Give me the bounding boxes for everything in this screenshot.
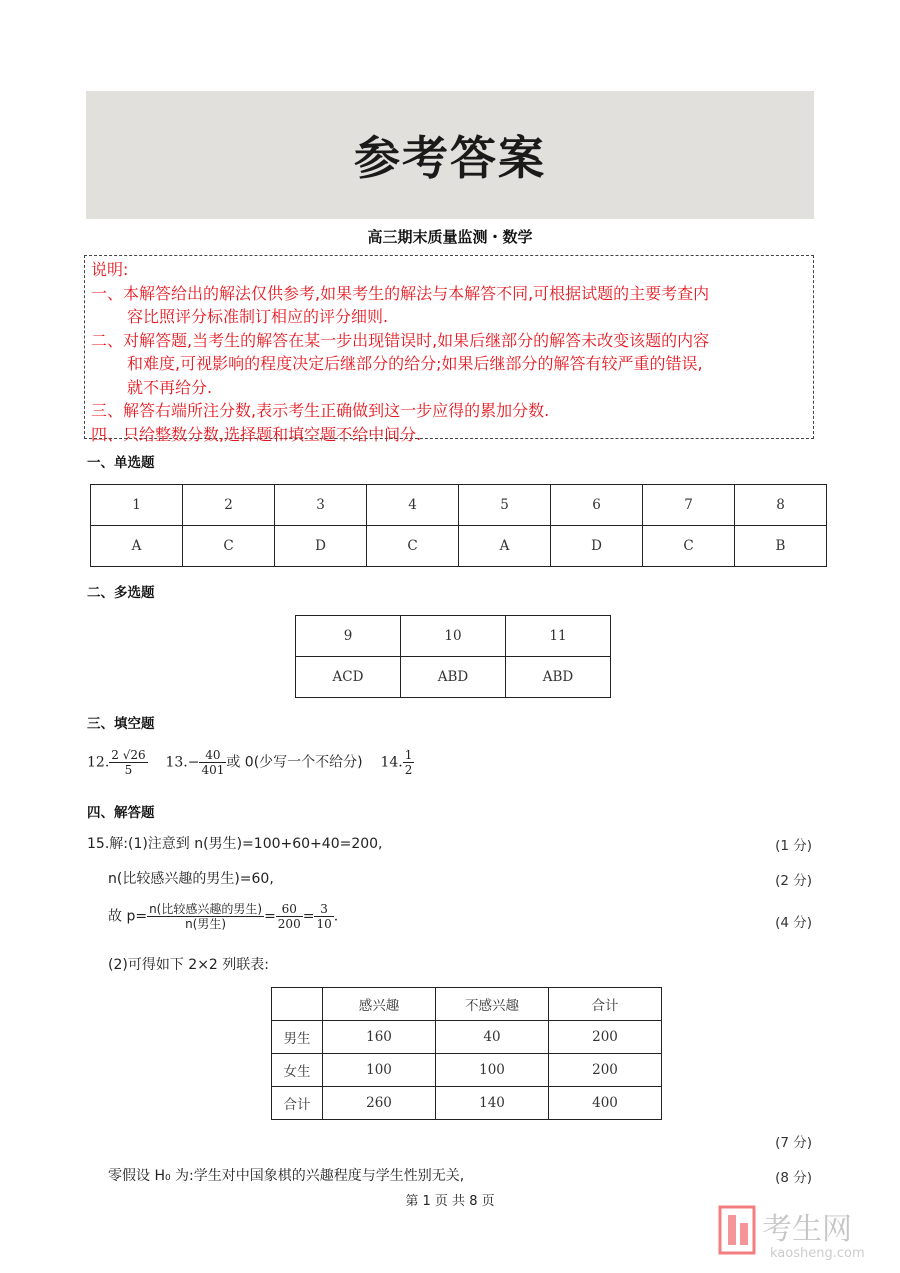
q15-line-1: 15.解:(1)注意到 n(男生)=100+60+40=200, (87, 836, 383, 852)
page-title: 参考答案 (354, 131, 546, 185)
q15-points-1: (1 分) (775, 838, 812, 854)
page-footer: 第 1 页 共 8 页 (405, 1194, 495, 1209)
q15-points-8: (8 分) (775, 1170, 812, 1186)
table-cell: C (183, 526, 275, 567)
table-cell: D (275, 526, 367, 567)
table-header-cell (272, 988, 323, 1021)
table-row (272, 1021, 662, 1054)
fraction-numerator: 60 (276, 902, 303, 917)
watermark-url: kaosheng.com (770, 1246, 865, 1261)
fraction-numerator: n(比较感兴趣的男生) (149, 902, 263, 916)
q12-label: 12. (87, 754, 110, 771)
fraction-denominator: n(男生) (185, 917, 227, 931)
table-cell: 5 (459, 485, 551, 526)
fraction-numerator: 3 (314, 902, 333, 917)
section-solve: 四、解答题 (87, 805, 155, 821)
q15-points-2: (2 分) (775, 873, 812, 889)
q13-denominator: 401 (201, 763, 225, 777)
notice-line: 就不再给分. (127, 377, 213, 397)
q13-label: 13.− (165, 754, 200, 771)
table-cell: 女生 (272, 1054, 323, 1087)
contingency-table (271, 987, 662, 1120)
exam-subtitle: 高三期末质量监测・数学 (367, 228, 533, 246)
multi-choice-table (295, 615, 611, 698)
notice-line: 一、本解答给出的解法仅供参考,如果考生的解法与本解答不同,可根据试题的主要考查内 (91, 283, 710, 303)
q13-tail: 或 0(少写一个不给分) (226, 754, 363, 771)
result-fraction (314, 902, 333, 931)
table-cell: 100 (436, 1054, 549, 1087)
notice-line: 四、只给整数分数,选择题和填空题不给中间分. (91, 424, 422, 444)
q14-numerator: 1 (404, 748, 413, 762)
table-cell: D (551, 526, 643, 567)
fill-in-answers (87, 748, 414, 777)
title-banner (86, 91, 814, 219)
section-multi-choice: 二、多选题 (87, 585, 155, 601)
table-cell: 8 (735, 485, 827, 526)
table-cell: 11 (506, 616, 611, 657)
table-row (296, 657, 611, 698)
notice-line: 容比照评分标准制订相应的评分细则. (127, 307, 389, 326)
table-header-cell: 不感兴趣 (436, 988, 549, 1021)
table-cell: 2 (183, 485, 275, 526)
table-cell: 男生 (272, 1021, 323, 1054)
q15-line-3-prefix: 故 p= (108, 908, 148, 925)
period: . (333, 908, 339, 925)
notice-line: 三、解答右端所注分数,表示考生正确做到这一步应得的累加分数. (91, 401, 550, 420)
table-cell: 1 (91, 485, 183, 526)
q12-denominator: 5 (124, 763, 133, 777)
value-fraction (276, 902, 303, 931)
table-row (272, 1054, 662, 1087)
table-cell: 合计 (272, 1087, 323, 1120)
q12-numerator: 2 √26 (111, 748, 146, 762)
table-cell: A (459, 526, 551, 567)
q14-label: 14. (380, 754, 403, 771)
single-choice-table (90, 484, 827, 567)
table-header-cell: 合计 (549, 988, 662, 1021)
table-cell: 200 (549, 1054, 662, 1087)
table-cell: 10 (401, 616, 506, 657)
equals-sign: = (264, 908, 276, 925)
table-cell: A (91, 526, 183, 567)
table-cell: 140 (436, 1087, 549, 1120)
notice-line: 二、对解答题,当考生的解答在某一步出现错误时,如果后继部分的解答未改变该题的内容 (91, 330, 710, 350)
section-fill-in: 三、填空题 (87, 716, 155, 732)
table-cell: 3 (275, 485, 367, 526)
table-header-cell: 感兴趣 (323, 988, 436, 1021)
kaosheng-watermark-logo (718, 1203, 878, 1263)
q15-points-3: (4 分) (775, 915, 812, 931)
q14-denominator: 2 (404, 763, 413, 777)
table-row (91, 526, 827, 567)
q15-line-4: (2)可得如下 2×2 列联表: (108, 957, 269, 973)
table-cell: 260 (323, 1087, 436, 1120)
q13-numerator: 40 (199, 748, 226, 763)
q12-fraction (109, 748, 147, 777)
section-single-choice: 一、单选题 (87, 455, 155, 471)
q14-fraction (403, 748, 415, 777)
table-cell: ABD (401, 657, 506, 698)
notice-heading: 说明: (91, 260, 129, 279)
table-cell: 200 (549, 1021, 662, 1054)
probability-fraction (147, 902, 264, 931)
table-cell: 40 (436, 1021, 549, 1054)
notice-box (84, 255, 814, 444)
table-cell: C (367, 526, 459, 567)
table-cell: 160 (323, 1021, 436, 1054)
table-header-row (272, 988, 662, 1021)
notice-line: 和难度,可视影响的程度决定后继部分的给分;如果后继部分的解答有较严重的错误, (127, 354, 703, 373)
q15-line-2: n(比较感兴趣的男生)=60, (108, 871, 274, 887)
equals-sign: = (302, 908, 315, 925)
table-row (91, 485, 827, 526)
table-row (296, 616, 611, 657)
table-cell: 4 (367, 485, 459, 526)
table-cell: 7 (643, 485, 735, 526)
table-cell: ACD (296, 657, 401, 698)
table-row (272, 1087, 662, 1120)
table-cell: C (643, 526, 735, 567)
table-cell: ABD (506, 657, 611, 698)
q15-line-5: 零假设 H₀ 为:学生对中国象棋的兴趣程度与学生性别无关, (108, 1168, 465, 1184)
watermark-brand: 考生网 (762, 1212, 852, 1247)
table-cell: 6 (551, 485, 643, 526)
q15-points-7: (7 分) (775, 1135, 812, 1151)
q13-fraction (199, 748, 226, 777)
fraction-denominator: 200 (277, 917, 301, 931)
fraction-denominator: 10 (316, 917, 332, 931)
table-cell: 9 (296, 616, 401, 657)
table-cell: B (735, 526, 827, 567)
q15-line-3 (108, 902, 338, 931)
table-cell: 100 (323, 1054, 436, 1087)
table-cell: 400 (549, 1087, 662, 1120)
